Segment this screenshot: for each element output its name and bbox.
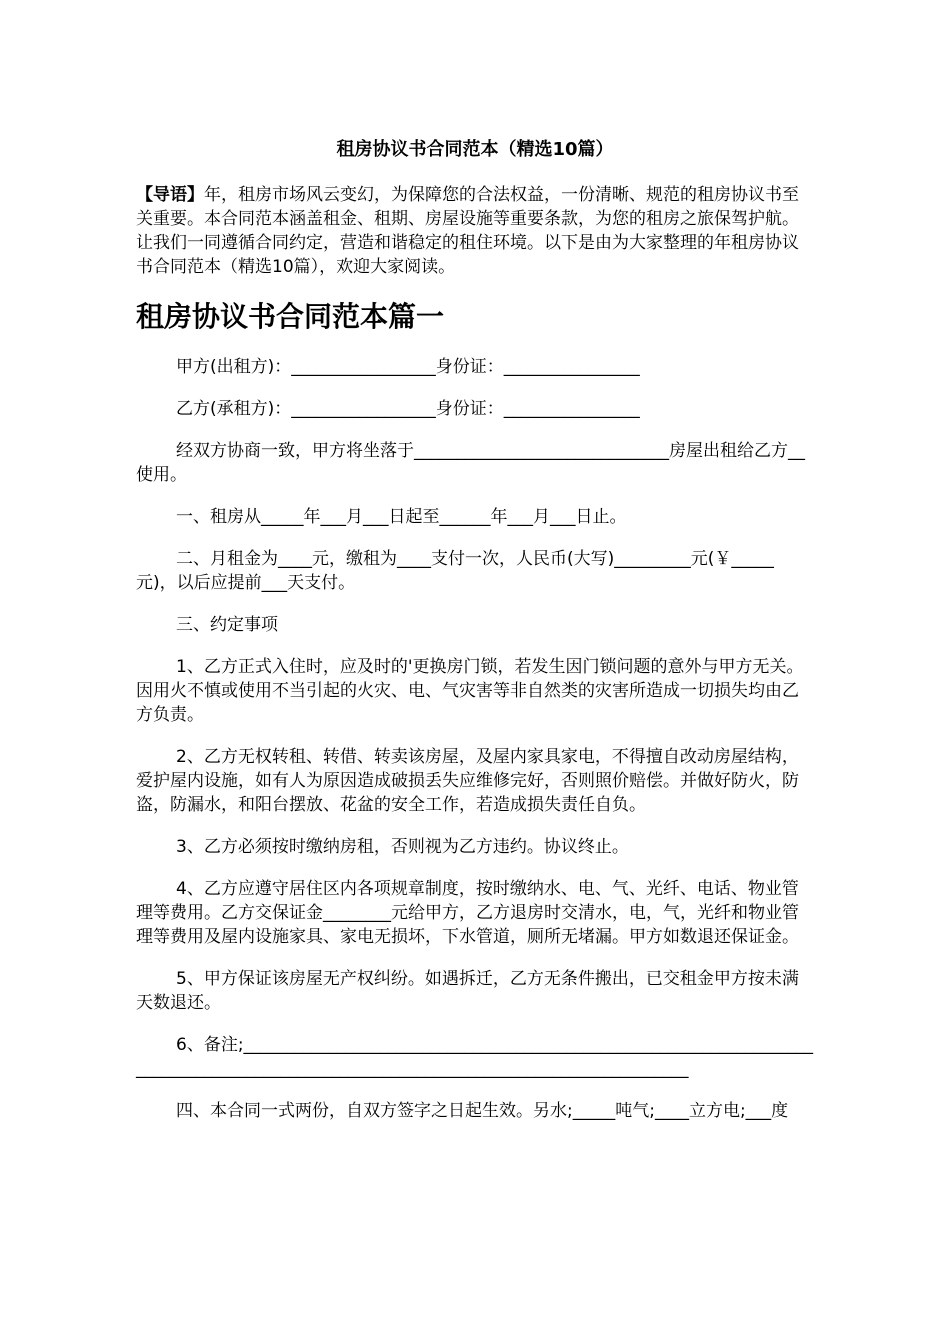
term-paragraph: 一、租房从_____年___月___日起至______年___月___日止。 xyxy=(176,507,627,527)
items-heading: 三、约定事项 xyxy=(176,615,278,635)
party-b-line: 乙方(承租方)：_________________身份证：________________ xyxy=(176,399,640,419)
section-heading: 租房协议书合同范本篇一 xyxy=(136,300,445,333)
clause-2: 2、乙方无权转租、转借、转卖该房屋，及屋内家具家电，不得擅自改动房屋结构，爱护屋内设施，如有人为原因造成破损丢失应维修完好，否则照价赔偿。并做好防火，防盗，防漏水，和阳台摆放、花盆的安全工作，若造成损失责任自负。 xyxy=(136,747,799,815)
location-paragraph: 经双方协商一致，甲方将坐落于______________________________房屋出租给乙方__使用。 xyxy=(136,441,805,485)
intro-text: 年，租房市场风云变幻，为保障您的合法权益，一份清晰、规范的租房协议书至关重要。本合同范本涵盖租金、租期、房屋设施等重要条款，为您的租房之旅保驾护航。让我们一同遵循合同约定，营造和谐稳定的租住环境。以下是由为大家整理的年租房协议书合同范本（精选10篇），欢迎大家阅读。 xyxy=(136,185,799,277)
section-four-paragraph: 四、本合同一式两份，自双方签字之日起生效。另水;_____吨气;____立方电;___度 xyxy=(176,1101,789,1121)
document-title: 租房协议书合同范本（精选10篇） xyxy=(336,139,614,160)
clause-6-remarks: 6、备注;____________________________________________________________________________________________________________________________________ xyxy=(136,1035,814,1079)
party-a-line: 甲方(出租方)：_________________身份证：________________ xyxy=(176,357,640,377)
intro-paragraph xyxy=(136,183,814,279)
clause-5: 5、甲方保证该房屋无产权纠纷。如遇拆迁，乙方无条件搬出，已交租金甲方按未满天数退还。 xyxy=(136,969,799,1013)
clause-3: 3、乙方必须按时缴纳房租，否则视为乙方违约。协议终止。 xyxy=(176,837,629,857)
clause-1: 1、乙方正式入住时，应及时的'更换房门锁，若发生因门锁问题的意外与甲方无关。因用火不慎或使用不当引起的火灾、电、气灾害等非自然类的灾害所造成一切损失均由乙方负责。 xyxy=(136,657,804,725)
intro-tag: 【导语】 xyxy=(136,185,204,205)
clause-4: 4、乙方应遵守居住区内各项规章制度，按时缴纳水、电、气、光纤、电话、物业管理等费用。乙方交保证金________元给甲方，乙方退房时交清水，电，气，光纤和物业管理等费用及屋内设施家具、家电无损坏，下水管道，厕所无堵漏。甲方如数退还保证金。 xyxy=(136,879,799,947)
rent-paragraph: 二、月租金为____元，缴租为____支付一次，人民币(大写)_________元(￥_____元)，以后应提前___天支付。 xyxy=(136,549,774,593)
